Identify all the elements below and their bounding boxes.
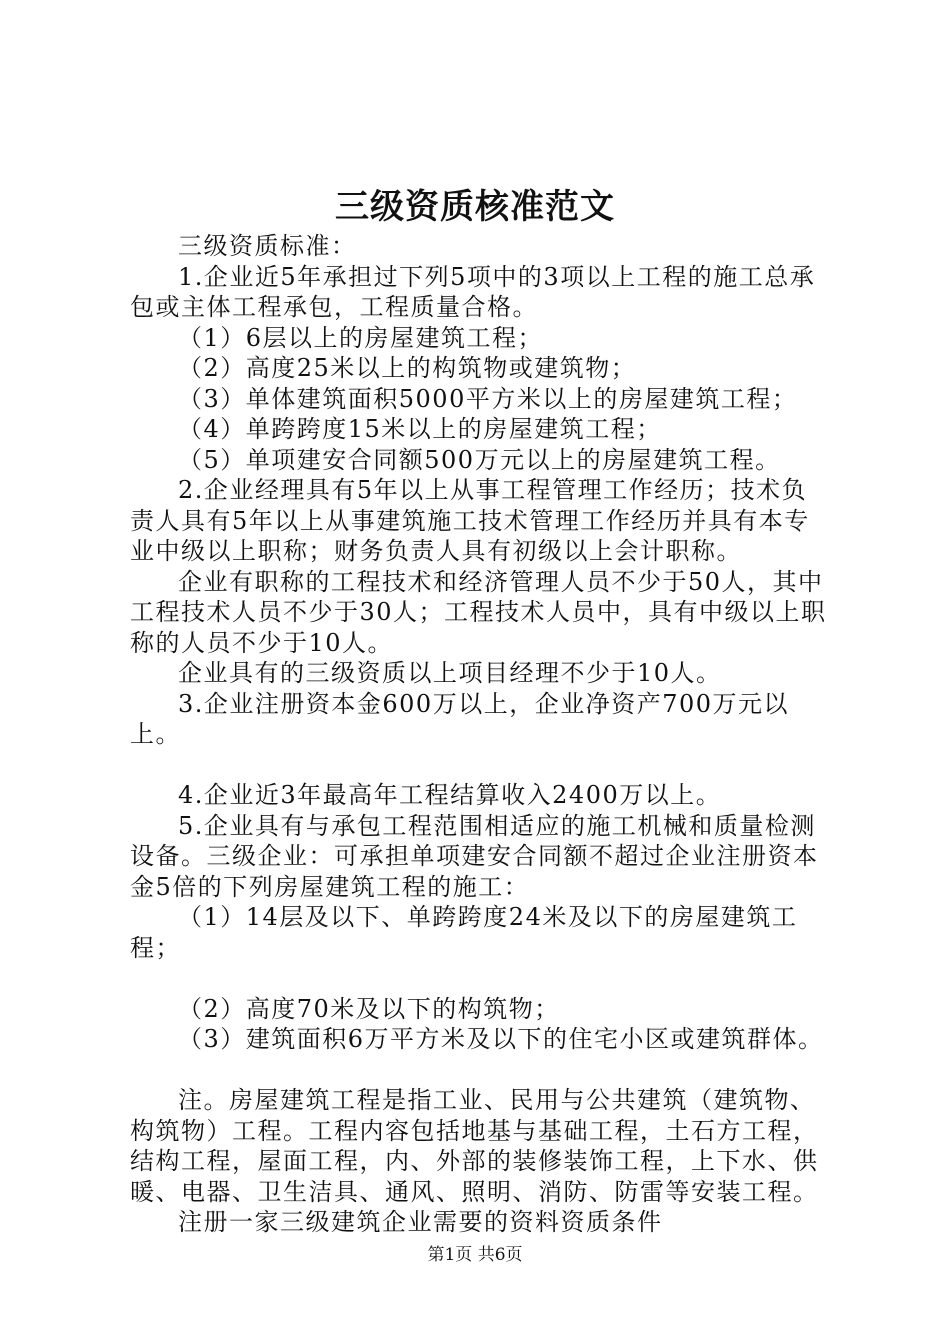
paragraph-standard-heading: 三级资质标准： [178, 232, 357, 260]
document-title: 三级资质核准范文 [335, 187, 615, 227]
paragraph-note: 注。房屋建筑工程是指工业、民用与公共建筑（建筑物、构筑物）工程。工程内容包括地基与基础工程，土石方工程，结构工程，屋面工程，内、外部的装修装饰工程，上下水、供暖、电器、卫生洁具、通风、照明、消防、防雷等安装工程。 [130, 1086, 819, 1206]
paragraph-subitem-3: （3）单体建筑面积5000平方米以上的房屋建筑工程； [178, 384, 798, 413]
paragraph-scope-1: （1）14层及以下、单跨跨度24米及以下的房屋建筑工程； [130, 903, 798, 962]
paragraph-project-managers: 企业具有的三级资质以上项目经理不少于10人。 [178, 659, 722, 687]
paragraph-scope-2: （2）高度70米及以下的构筑物； [178, 994, 560, 1023]
paragraph-subitem-5: （5）单项建安合同额500万元以上的房屋建筑工程。 [178, 445, 781, 474]
paragraph-subitem-1: （1）6层以上的房屋建筑工程； [178, 323, 544, 352]
paragraph-item-2: 2.企业经理具有5年以上从事工程管理工作经历；技术负责人具有5年以上从事建筑施工技术管理工作经历并具有本专业中级以上职称；财务负责人具有初级以上会计职称。 [130, 476, 810, 565]
paragraph-scope-3: （3）建筑面积6万平方米及以下的住宅小区或建筑群体。 [178, 1025, 824, 1053]
paragraph-subitem-2: （2）高度25米以上的构筑物或建筑物； [178, 354, 637, 382]
document-body [130, 231, 830, 1238]
paragraph-registration: 注册一家三级建筑企业需要的资料资质条件 [178, 1208, 663, 1236]
paragraph-item-5: 5.企业具有与承包工程范围相适应的施工机械和质量检测设备。三级企业：可承担单项建安合同额不超过企业注册资本金5倍的下列房屋建筑工程的施工： [130, 811, 819, 901]
paragraph-item-4: 4.企业近3年最高年工程结算收入2400万以上。 [178, 781, 722, 809]
paragraph-subitem-4: （4）单跨跨度15米以上的房屋建筑工程； [178, 415, 662, 443]
paragraph-item-3: 3.企业注册资本金600万以上，企业净资产700万元以上。 [130, 689, 790, 748]
page-number: 第1页 共6页 [427, 1245, 523, 1265]
paragraph-staff: 企业有职称的工程技术和经济管理人员不少于50人，其中工程技术人员不少于30人；工程技术人员中，具有中级以上职称的人员不少于10人。 [130, 567, 827, 657]
paragraph-item-1: 1.企业近5年承担过下列5项中的3项以上工程的施工总承包或主体工程承包，工程质量合格。 [130, 262, 816, 321]
